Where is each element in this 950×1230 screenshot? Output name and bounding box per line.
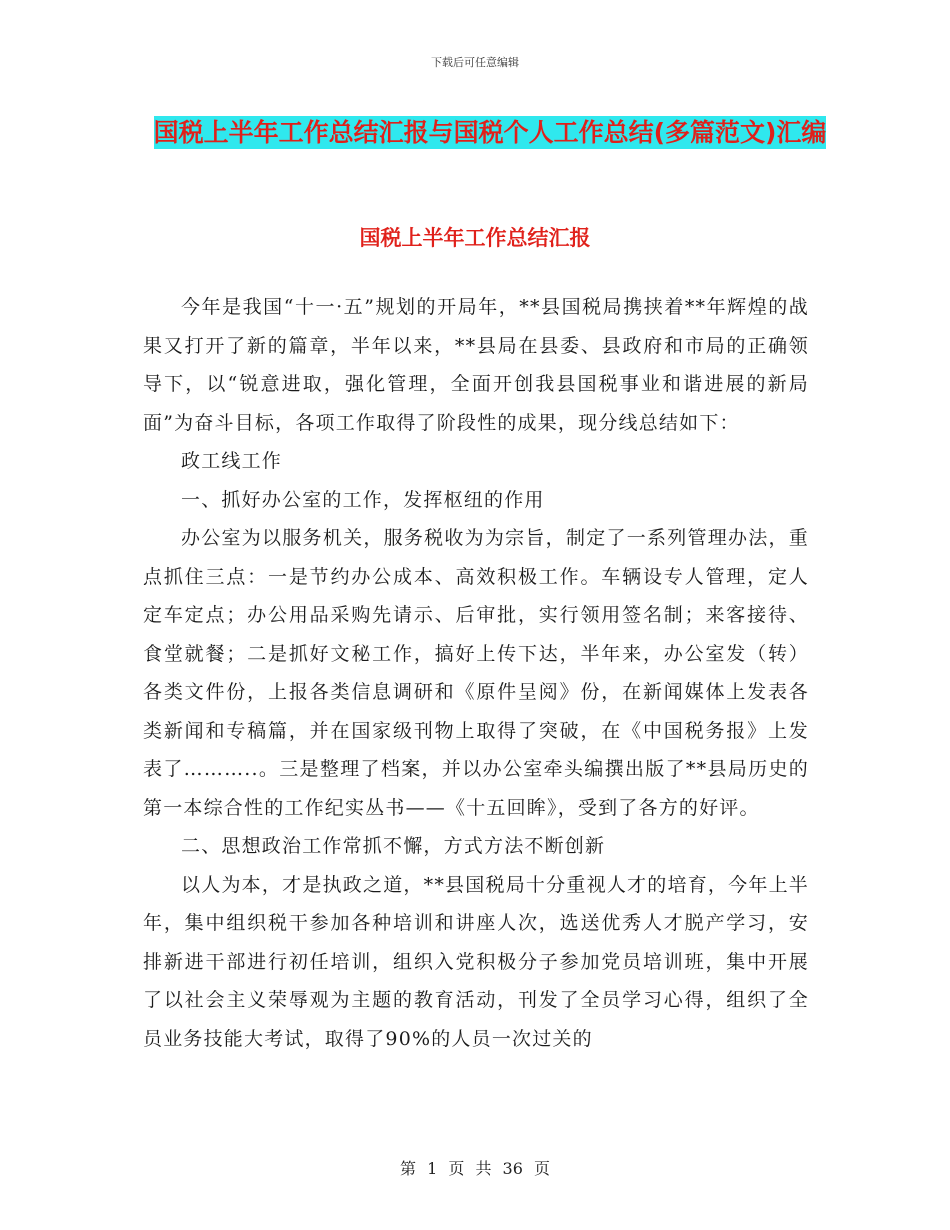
document-title [150,108,830,158]
section-title: 国税上半年工作总结汇报 [359,226,591,250]
header-note: 下载后可任意编辑 [431,56,519,69]
paragraph-heading-ideology: 二、思想政治工作常抓不懈，方式方法不断创新 [181,835,606,857]
body-text [143,288,809,1058]
paragraph-talent-training: 以人为本，才是执政之道，**县国税局十分重视人才的培育，今年上半年，集中组织税干参加各种培训和讲座人次，选送优秀人才脱产学习，安排新进干部进行初任培训，组织入党积极分子参加党员培训班，集中开展了以社会主义荣辱观为主题的教育活动，刊发了全员学习心得，组织了全员业务技能大考试，取得了90%的人员一次过关的 [143,873,809,1050]
paragraph-heading-office: 一、抓好办公室的工作，发挥枢纽的作用 [181,488,545,511]
page-number: 第 1 页 共 36 页 [400,1159,550,1178]
document-title-text: 国税上半年工作总结汇报与国税个人工作总结(多篇范文)汇编 [153,118,827,147]
paragraph-office-work: 办公室为以服务机关，服务税收为为宗旨，制定了一系列管理办法，重点抓住三点：一是节约办公成本、高效积极工作。车辆设专人管理，定人定车定点；办公用品采购先请示、后审批，实行领用签名制；来客接待、食堂就餐；二是抓好文秘工作，搞好上传下达，半年来，办公室发（转）各类文件份，上报各类信息调研和《原件呈阅》份，在新闻媒体上发表各类新闻和专稿篇，并在国家级刊物上取得了突破，在《中国税务报》上发表了………..。三是整理了档案，并以办公室牵头编撰出版了**县局历史的第一本综合性的工作纪实丛书——《十五回眸》，受到了各方的好评。 [143,527,809,819]
paragraph-heading-politics: 政工线工作 [181,450,283,472]
paragraph-intro: 今年是我国“十一·五”规划的开局年，**县国税局携挟着**年辉煌的战果又打开了新的篇章，半年以来，**县局在县委、县政府和市局的正确领导下，以“锐意进取，强化管理，全面开创我县国税事业和谐进展的新局面”为奋斗目标，各项工作取得了阶段性的成果，现分线总结如下： [143,296,809,434]
